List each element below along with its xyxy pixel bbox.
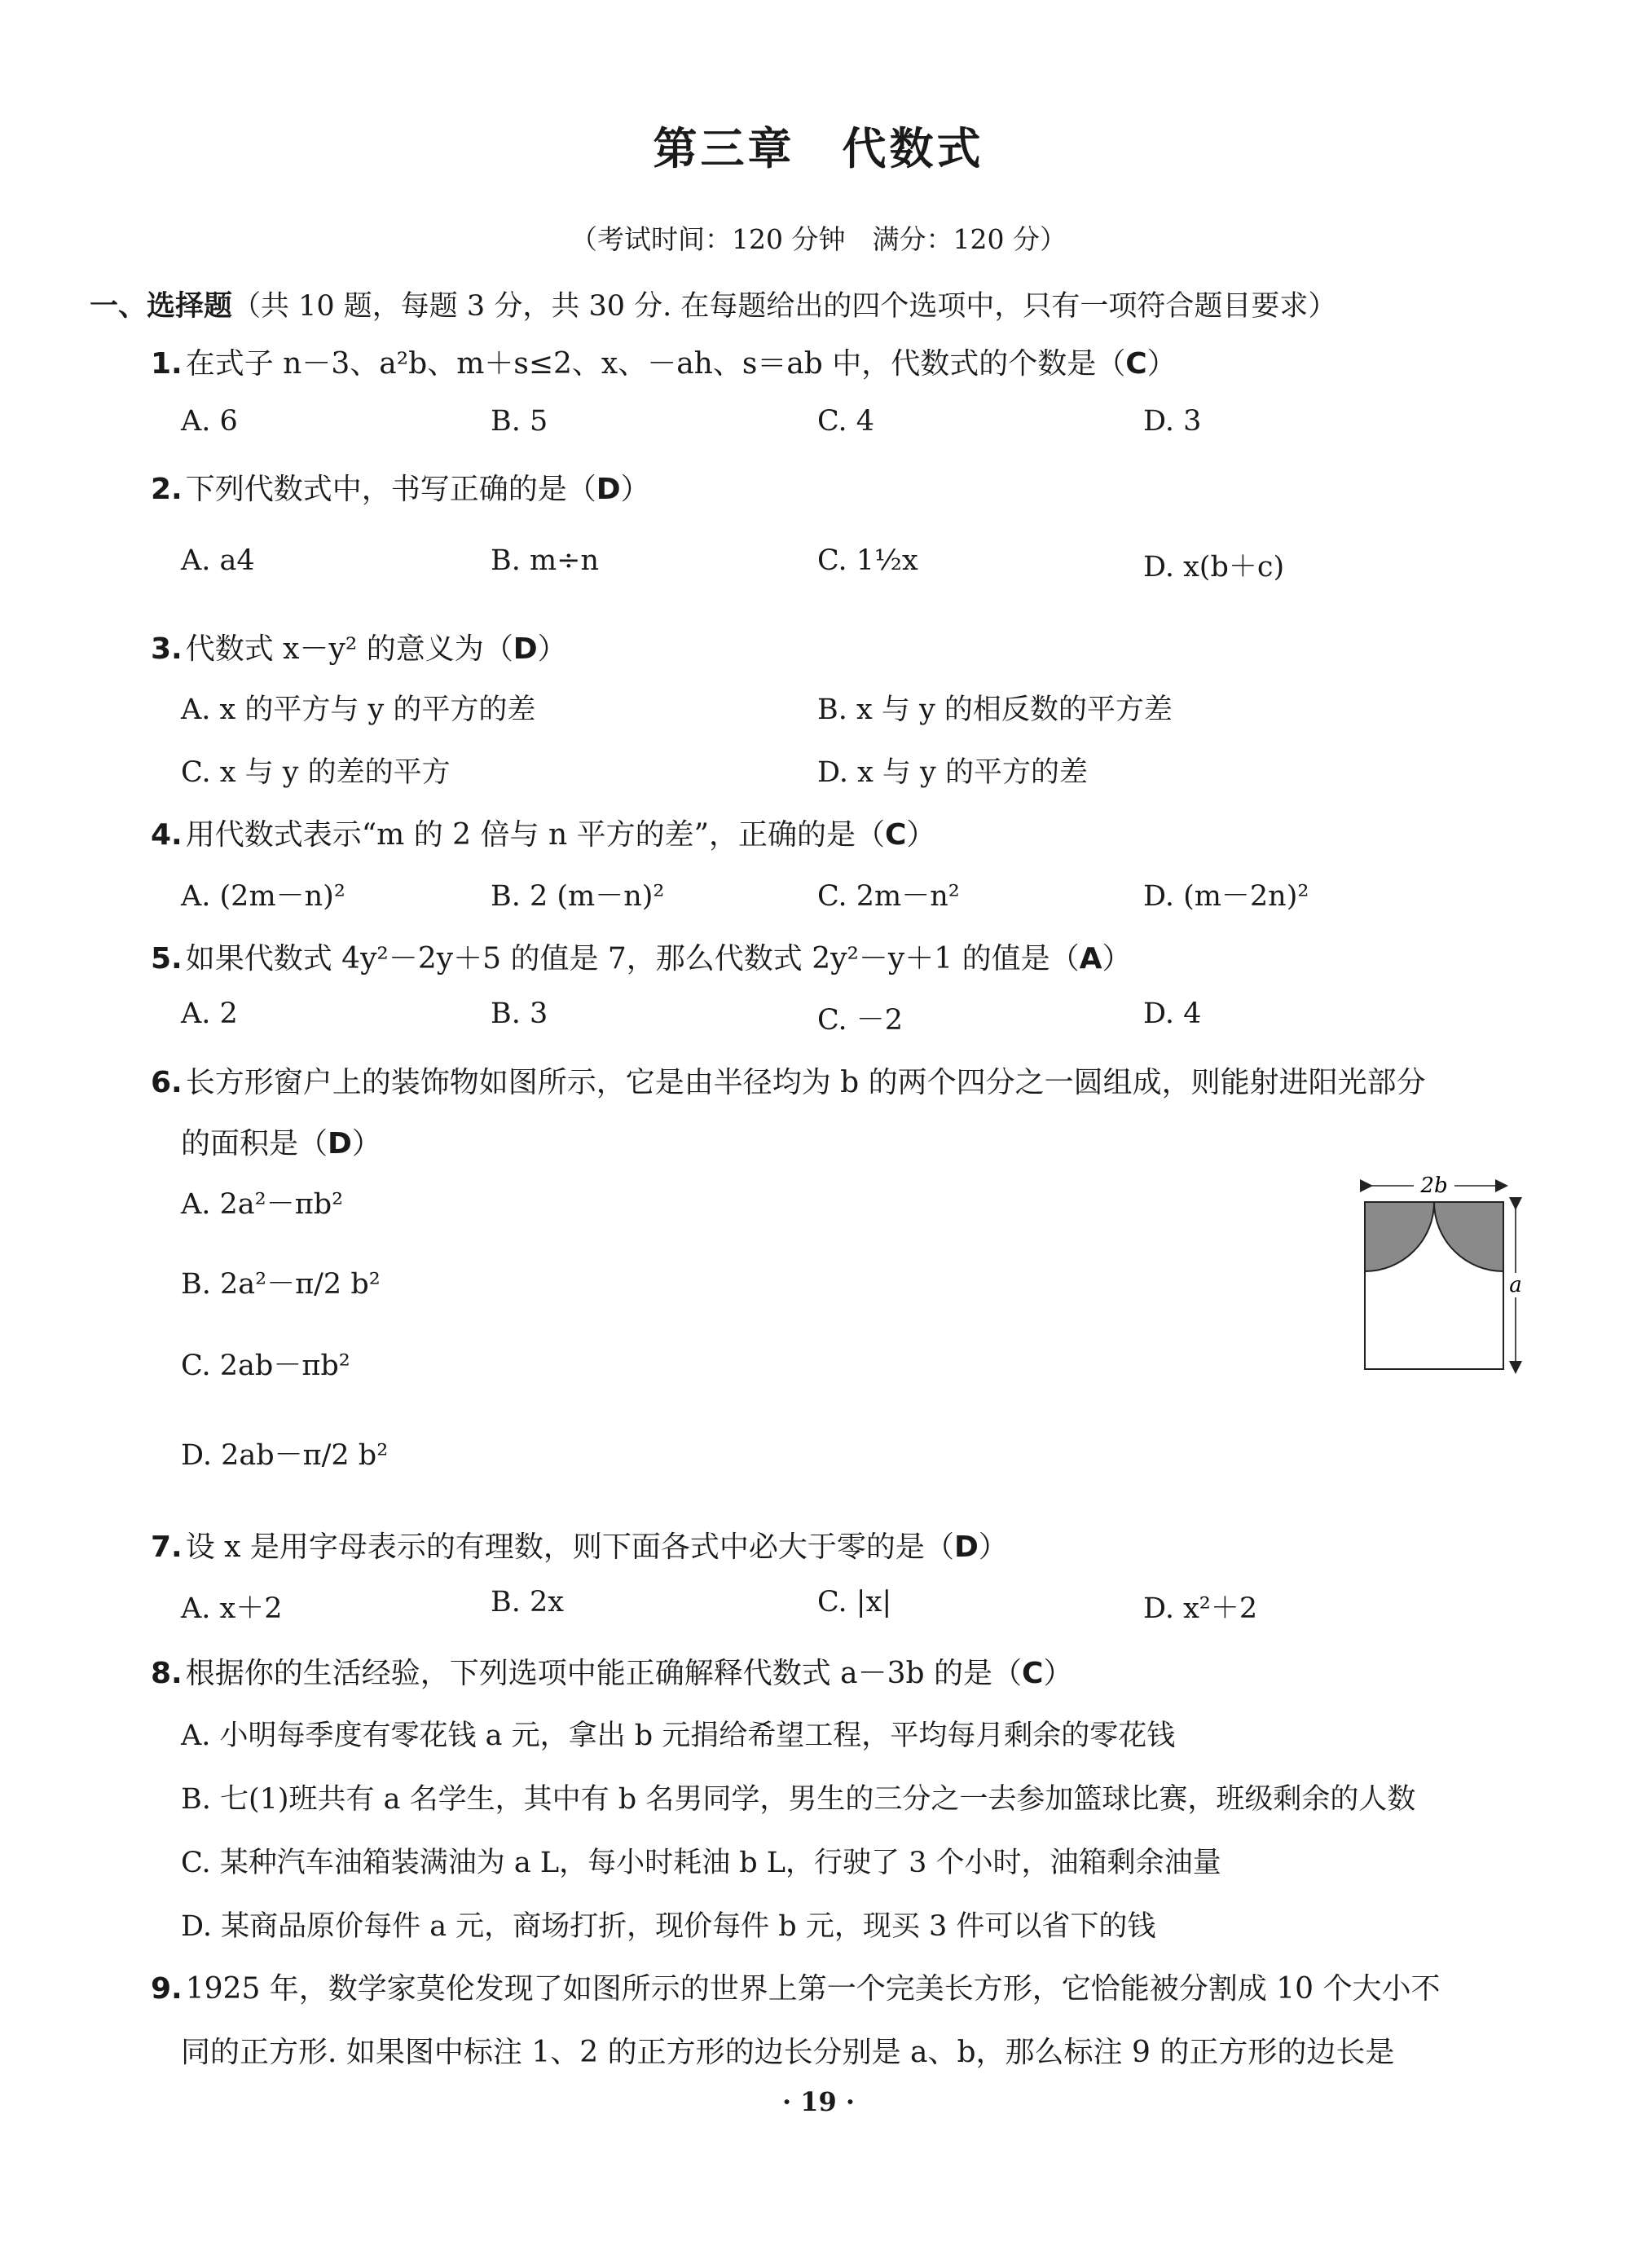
option-b: B. 2a²－π/2 b²: [181, 1268, 381, 1301]
bracket-close: ）: [978, 1530, 1008, 1564]
bracket-close: ）: [906, 818, 936, 852]
option-a: A. 6: [181, 405, 238, 438]
option-d: D. x 与 y 的平方的差: [817, 756, 1088, 789]
option-d: D. 某商品原价每件 a 元，商场打折，现价每件 b 元，现买 3 件可以省下的钱: [181, 1910, 1156, 1943]
question-stem-cont: 的面积是（: [181, 1127, 328, 1160]
question-6-line-2: [181, 1121, 381, 1162]
option-c: C. －2: [817, 1004, 904, 1037]
option-c: C. 某种汽车油箱装满油为 a L，每小时耗油 b L，行驶了 3 个小时，油箱剩余油量: [181, 1847, 1221, 1879]
question-number: 6.: [151, 1066, 183, 1099]
question-6: [151, 1059, 1426, 1101]
option-c: C. 1½x: [817, 544, 918, 577]
option-b: B. 七(1)班共有 a 名学生，其中有 b 名男同学，男生的三分之一去参加篮球比赛，班级剩余的人数: [181, 1783, 1416, 1816]
question-4: [151, 812, 935, 853]
section-note: （共 10 题，每题 3 分，共 30 分. 在每题给出的四个选项中，只有一项符合题目要求）: [232, 290, 1337, 323]
option-b: B. 2 (m－n)²: [491, 880, 665, 913]
answer-letter: A: [1079, 942, 1102, 975]
bracket-close: ）: [1146, 347, 1177, 381]
option-b: B. 2x: [491, 1586, 564, 1618]
window-figure: [1349, 1165, 1524, 1377]
option-d: D. 4: [1143, 997, 1202, 1030]
option-a: A. 2a²－πb²: [181, 1188, 344, 1221]
question-stem: 1925 年，数学家莫伦发现了如图所示的世界上第一个完美长方形，它恰能被分割成 10 个大小不: [185, 1972, 1441, 2006]
question-number: 8.: [151, 1657, 183, 1690]
question-number: 5.: [151, 942, 183, 975]
option-a: A. 小明每季度有零花钱 a 元，拿出 b 元捐给希望工程，平均每月剩余的零花钱: [181, 1720, 1176, 1752]
question-8: [151, 1650, 1072, 1692]
option-b: B. 5: [491, 405, 548, 438]
question-number: 3.: [151, 632, 183, 666]
question-stem: 长方形窗户上的装饰物如图所示，它是由半径均为 b 的两个四分之一圆组成，则能射进阳光部分: [185, 1066, 1426, 1099]
option-c: C. 4: [817, 405, 875, 438]
question-stem: 代数式 x－y² 的意义为（: [185, 632, 513, 666]
question-stem: 用代数式表示“m 的 2 倍与 n 平方的差”，正确的是（: [185, 818, 885, 852]
question-number: 1.: [151, 347, 183, 381]
option-c: C. |x|: [817, 1586, 892, 1618]
question-stem: 在式子 n－3、a²b、m＋s≤2、x、－ah、s＝ab 中，代数式的个数是（: [185, 347, 1126, 381]
question-1: [151, 341, 1177, 382]
question-stem: 如果代数式 4y²－2y＋5 的值是 7，那么代数式 2y²－y＋1 的值是（: [185, 942, 1080, 975]
question-number: 2.: [151, 473, 183, 506]
option-c: C. x 与 y 的差的平方: [181, 756, 451, 789]
option-d: D. (m－2n)²: [1143, 880, 1309, 913]
option-d: D. x²＋2: [1143, 1592, 1258, 1625]
option-c: C. 2ab－πb²: [181, 1350, 350, 1382]
question-5: [151, 936, 1131, 977]
page-title: 第三章 代数式: [653, 122, 984, 174]
bracket-close: ）: [1102, 942, 1132, 975]
answer-letter: C: [885, 818, 907, 852]
question-number: 7.: [151, 1530, 183, 1564]
question-number: 4.: [151, 818, 183, 852]
question-9: [151, 1966, 1441, 2007]
option-a: A. a4: [181, 544, 255, 577]
option-b: B. m÷n: [491, 544, 600, 577]
option-a: A. (2m－n)²: [181, 880, 345, 913]
option-b: B. x 与 y 的相反数的平方差: [817, 694, 1173, 726]
question-stem: 根据你的生活经验，下列选项中能正确解释代数式 a－3b 的是（: [185, 1657, 1023, 1690]
question-9-line-2: 同的正方形. 如果图中标注 1、2 的正方形的边长分别是 a、b，那么标注 9 的正方形的边长是: [181, 2036, 1395, 2069]
bracket-close: ）: [537, 632, 567, 666]
bracket-close: ）: [351, 1127, 381, 1160]
question-stem: 下列代数式中，书写正确的是（: [185, 473, 596, 506]
answer-letter: D: [328, 1127, 352, 1160]
height-label: a: [1509, 1273, 1522, 1297]
section-heading: 一、选择题: [90, 290, 233, 323]
question-number: 9.: [151, 1972, 183, 2006]
section-header: [90, 284, 1336, 324]
answer-letter: D: [953, 1530, 979, 1564]
answer-letter: D: [596, 473, 621, 506]
bracket-close: ）: [620, 473, 650, 506]
option-d: D. 3: [1143, 405, 1202, 438]
option-a: A. 2: [181, 997, 238, 1030]
option-c: C. 2m－n²: [817, 880, 960, 913]
option-b: B. 3: [491, 997, 548, 1030]
question-2: [151, 466, 650, 508]
option-a: A. x＋2: [181, 1592, 283, 1625]
width-label: 2b: [1420, 1174, 1448, 1198]
exam-info: （考试时间：120 分钟 满分：120 分）: [570, 223, 1067, 255]
question-3: [151, 626, 567, 667]
option-a: A. x 的平方与 y 的平方的差: [181, 694, 536, 726]
question-stem: 设 x 是用字母表示的有理数，则下面各式中必大于零的是（: [185, 1530, 954, 1564]
answer-letter: C: [1022, 1657, 1044, 1690]
page-number: · 19 ·: [781, 2086, 856, 2117]
answer-letter: D: [513, 632, 538, 666]
option-d: D. 2ab－π/2 b²: [181, 1439, 389, 1472]
bracket-close: ）: [1043, 1657, 1073, 1690]
option-d: D. x(b＋c): [1143, 551, 1285, 584]
question-7: [151, 1524, 1008, 1566]
answer-letter: C: [1125, 347, 1147, 381]
